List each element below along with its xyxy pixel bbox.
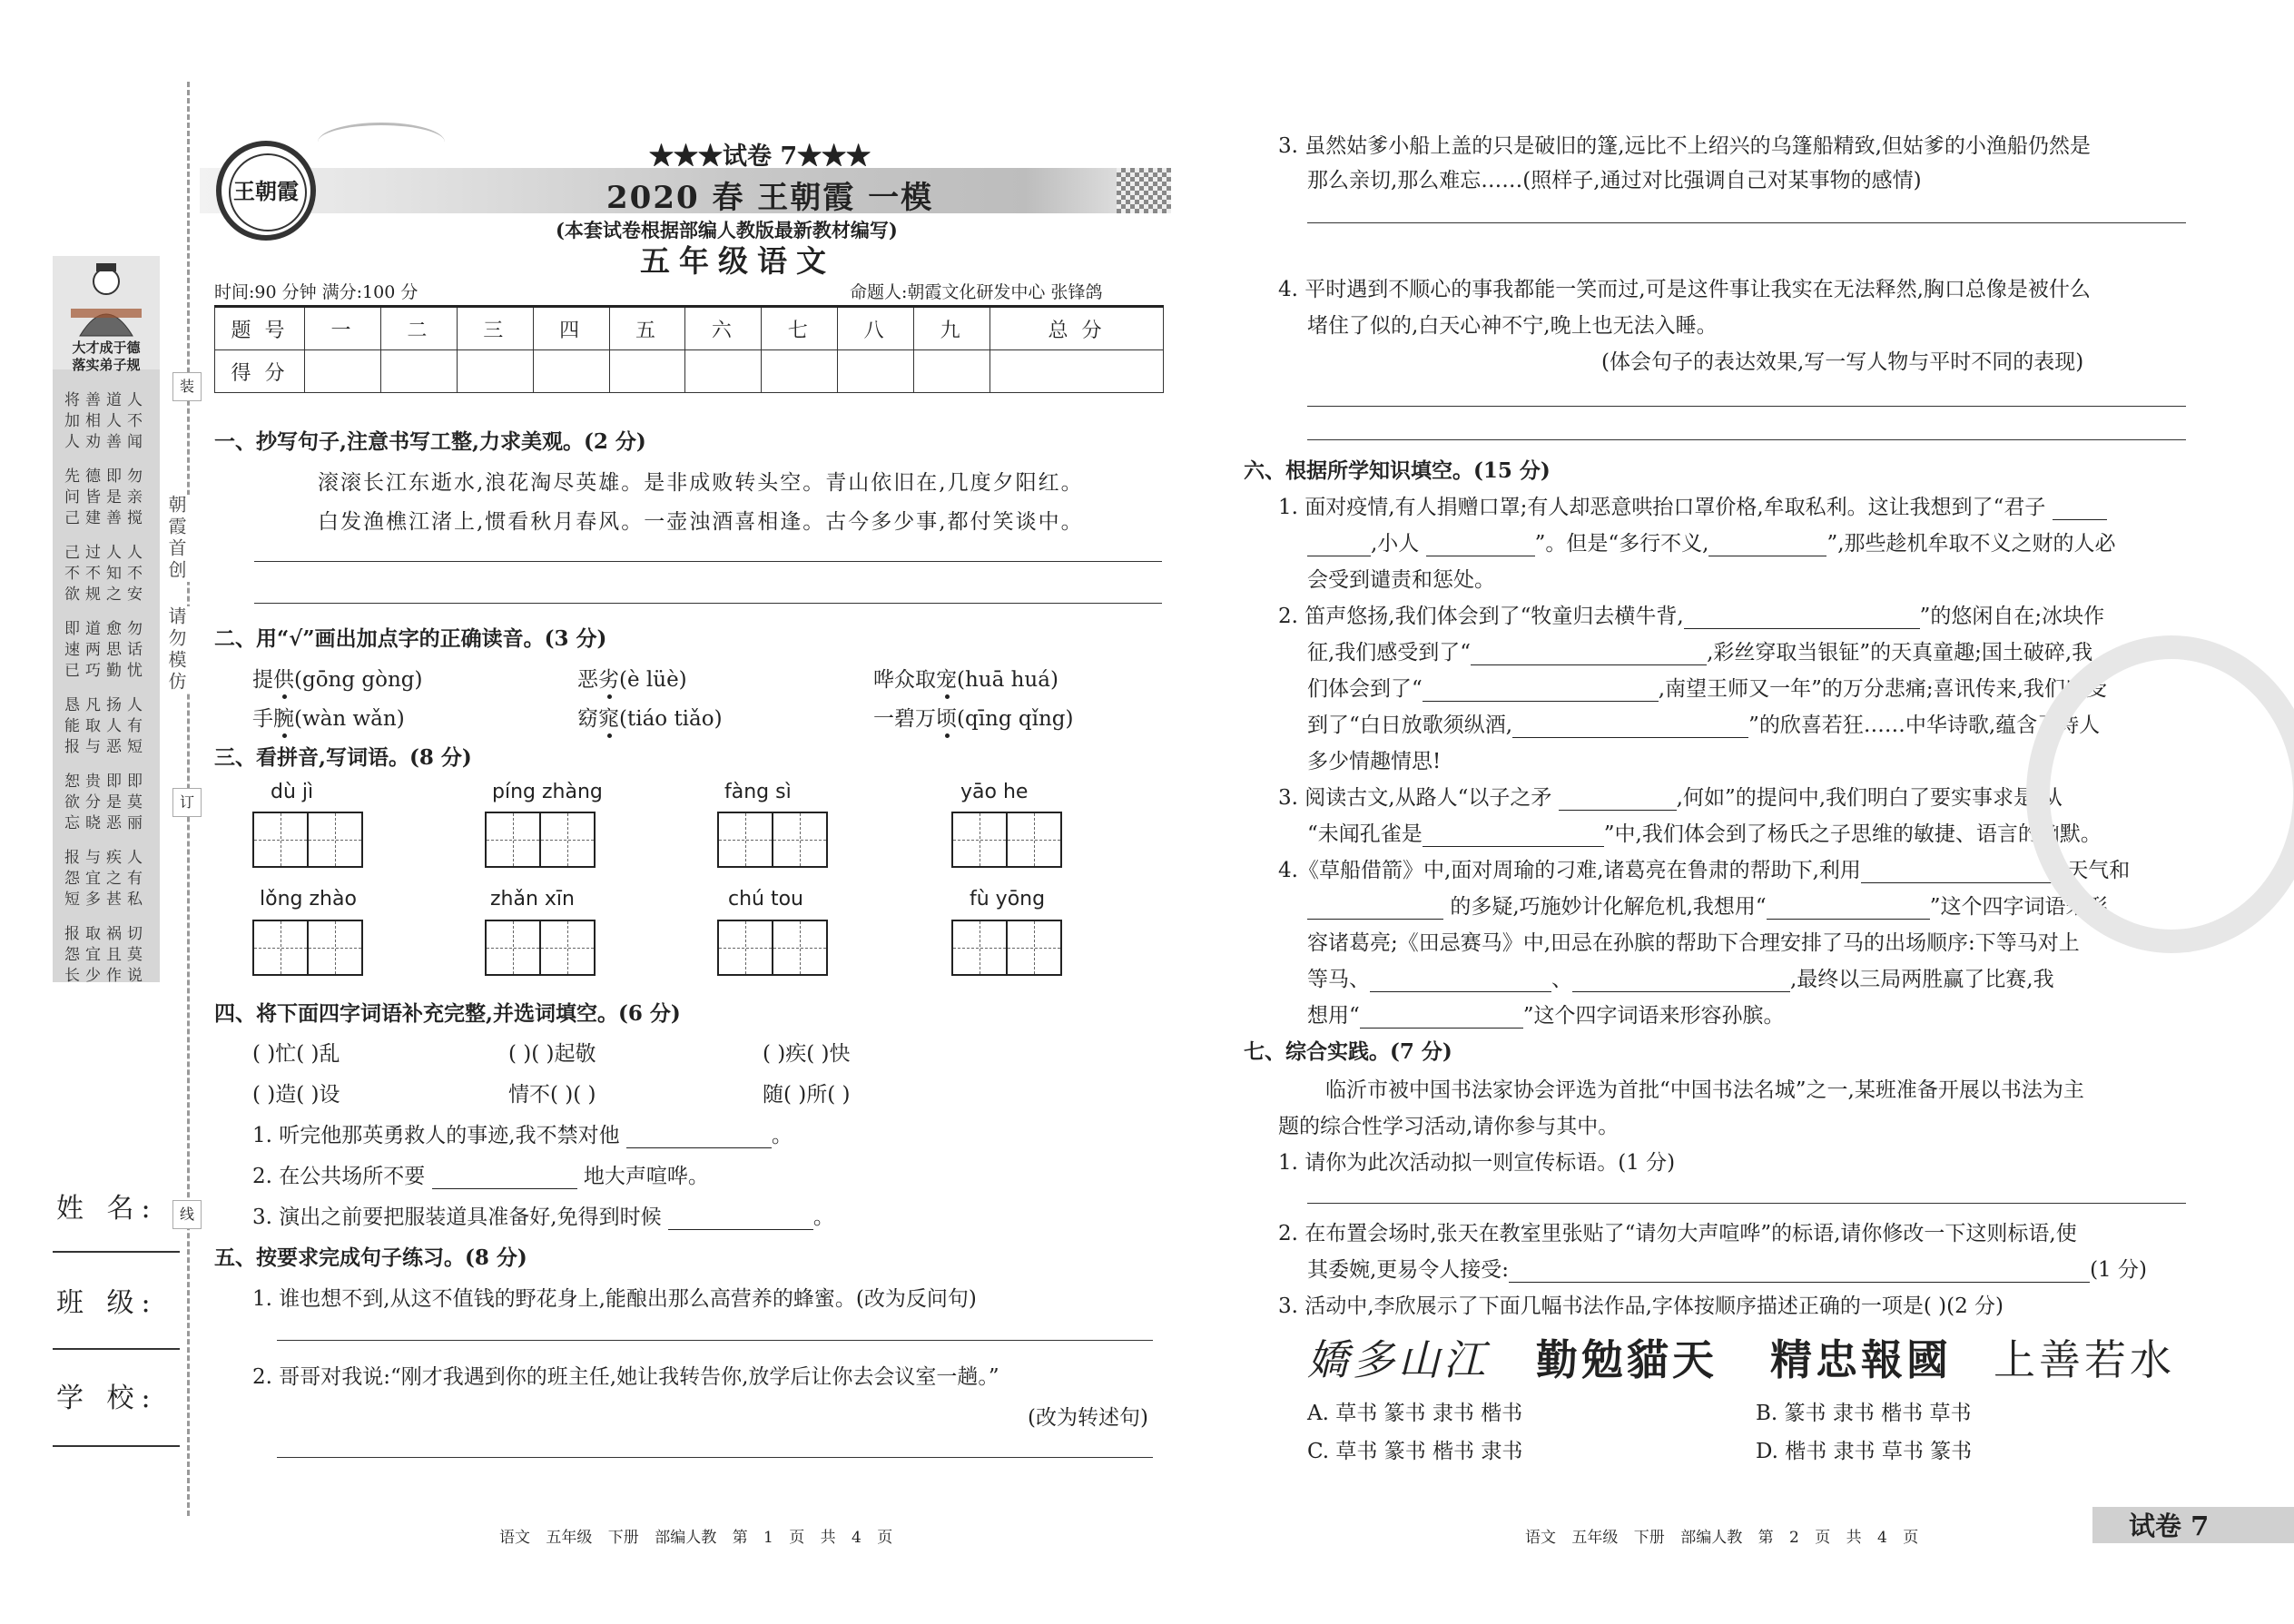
answer-blank[interactable]: [1423, 681, 1659, 702]
rewrite-question-4: 4. 平时遇到不顺心的事我都能一笑而过,可是这件事让我实在无法释然,胸口总像是被什么: [1278, 278, 2091, 301]
answer-blank[interactable]: [626, 1127, 772, 1148]
score-input[interactable]: [762, 350, 838, 393]
answer-blank[interactable]: [432, 1168, 577, 1189]
fill-question: ,小人 ”。但是“多行不义, ”,那些趁机牟取不义之财的人必: [1307, 527, 2116, 556]
reading-item[interactable]: 哗众取宠(huā huá): [873, 668, 1058, 692]
calligraphy-clerical: 精忠報國: [1770, 1337, 1952, 1383]
fill-question: 到了“白日放歌须纵酒, ”的欣喜若狂……中华诗歌,蕴含了诗人: [1307, 714, 2101, 737]
answer-line[interactable]: [1307, 222, 2186, 223]
calligraphy-cursive: 嬌多山江: [1307, 1335, 1489, 1384]
answer-blank[interactable]: [1307, 899, 1443, 920]
reading-item[interactable]: 窈窕(tiáo tiǎo): [577, 707, 723, 731]
fill-question: 3. 演出之前要把服装道具准备好,免得到时候 。: [252, 1206, 834, 1229]
answer-blank[interactable]: [1559, 790, 1677, 811]
section-4-title: 四、将下面四字词语补充完整,并选词填空。(6 分): [214, 1001, 681, 1026]
answer-blank[interactable]: [1572, 971, 1790, 992]
choice-option-d[interactable]: D. 楷书 隶书 草书 篆书: [1756, 1440, 1973, 1463]
exam-subtitle: (本套试卷根据部编人教版最新教材编写): [556, 219, 898, 241]
score-cell: 一: [305, 307, 381, 350]
maxim: 报取祸切 怨宜且莫 长少作说: [64, 925, 148, 985]
rewrite-note: (改为转述句): [1028, 1406, 1148, 1430]
header-ribbon: [318, 123, 445, 162]
score-cell: 八: [838, 307, 914, 350]
fill-question: 的多疑,巧施妙计化解危机,我想用“ ”这个四字词语来形: [1307, 890, 2107, 920]
pinyin-label: fù yōng: [970, 888, 1046, 910]
section-3-title: 三、看拼音,写词语。(8 分): [214, 745, 472, 770]
practice-question-2-cont: 其委婉,更易令人接受: (1 分): [1307, 1258, 2147, 1282]
idiom-blank[interactable]: ( )忙( )乱: [252, 1042, 340, 1066]
maxims-list: [53, 390, 160, 1000]
maxim: 报与疾人 怨宜之有 短多甚私: [64, 849, 148, 909]
fill-question: 征,我们感受到了“ ,彩丝穿取当银钲”的天真童趣;国土破碎,我: [1307, 641, 2093, 664]
practice-intro-cont: 题的综合性学习活动,请你参与其中。: [1278, 1115, 1620, 1138]
score-input[interactable]: [838, 350, 914, 393]
answer-blank[interactable]: [1307, 536, 1371, 556]
exam-badge-label: 试卷 7: [2129, 1511, 2210, 1541]
maxim: 恳凡扬人 能取人有 报与恶短: [64, 696, 148, 756]
maxim: 先德即勿 问皆是亲 己建善搅: [64, 468, 148, 527]
idiom-blank[interactable]: ( )造( )设: [252, 1083, 340, 1107]
pinyin-label: yāo he: [960, 781, 1029, 803]
fill-question: 想用“ ”这个四字词语来形容孙膑。: [1307, 1004, 1785, 1028]
pinyin-label: lǒng zhào: [260, 888, 357, 910]
score-input[interactable]: [609, 350, 685, 393]
score-header-row: [215, 307, 1164, 350]
score-cell: 四: [533, 307, 609, 350]
rewrite-question-3-cont: 那么亲切,那么难忘……(照样子,通过对比强调自己对某事物的感情): [1307, 169, 1922, 192]
pinyin-label: zhǎn xīn: [490, 888, 575, 910]
answer-blank[interactable]: [2053, 499, 2107, 520]
reading-item[interactable]: 一碧万顷(qīng qǐng): [873, 707, 1074, 731]
rewrite-question-1: 1. 谁也想不到,从这不值钱的野花身上,能酿出那么高营养的蜂蜜。(改为反问句): [252, 1287, 977, 1311]
idiom-blank[interactable]: ( )( )起敬: [508, 1042, 596, 1066]
char-grid[interactable]: [485, 920, 594, 976]
section-5-title: 五、按要求完成句子练习。(8 分): [214, 1245, 527, 1270]
name-field[interactable]: [53, 1251, 180, 1253]
reading-item[interactable]: 提供(gōng gòng): [252, 668, 423, 692]
school-field[interactable]: [53, 1445, 180, 1447]
practice-question-2: 2. 在布置会场时,张天在教室里张贴了“请勿大声喧哗”的标语,请你修改一下这则标语,使: [1278, 1222, 2077, 1245]
score-cell: 二: [380, 307, 457, 350]
answer-blank[interactable]: [1861, 862, 2061, 883]
cut-mark-xian: 线: [172, 1200, 202, 1229]
cut-mark-zhuang: 装: [172, 372, 202, 401]
char-grid[interactable]: [951, 812, 1060, 868]
maxim: 即道愈勿 速两思话 已巧勤忧: [64, 620, 148, 680]
section-6-title: 六、根据所学知识填空。(15 分): [1244, 458, 1551, 483]
answer-line[interactable]: [277, 1340, 1153, 1341]
exam-grade: 五年级语文: [640, 243, 835, 279]
idiom-blank[interactable]: ( )疾( )快: [763, 1042, 851, 1066]
char-grid[interactable]: [951, 920, 1060, 976]
fill-question: 2. 笛声悠扬,我们体会到了“牧童归去横牛背, ”的悠闲自在;冰块作: [1278, 605, 2105, 628]
exam-title: 2020 春 王朝霞 一模: [606, 180, 934, 216]
score-table: [214, 305, 1164, 393]
class-label: 班 级:: [56, 1287, 158, 1319]
reading-item[interactable]: 恶劣(è lüè): [577, 668, 687, 692]
score-input[interactable]: [457, 350, 533, 393]
copy-answer-line-1[interactable]: [254, 561, 1162, 562]
practice-intro: 临沂市被中国书法家协会评选为首批“中国书法名城”之一,某班准备开展以书法为主: [1325, 1078, 2084, 1102]
score-input[interactable]: [685, 350, 762, 393]
answer-blank[interactable]: [1426, 536, 1535, 556]
answer-line[interactable]: [1307, 406, 2186, 407]
choice-option-b[interactable]: B. 篆书 隶书 楷书 草书: [1756, 1402, 1972, 1425]
fill-question: “未闻孔雀是 ”中,我们体会到了杨氏之子思维的敏捷、语言的幽默。: [1307, 822, 2102, 846]
rewrite-question-4-cont: 堵住了似的,白天心神不宁,晚上也无法入睡。: [1307, 314, 1718, 338]
idiom-blank[interactable]: 随( )所( ): [763, 1083, 851, 1107]
scholar-figure-icon: [53, 256, 160, 340]
practice-question-1: 1. 请你为此次活动拟一则宣传标语。(1 分): [1278, 1151, 1676, 1175]
footer-page-2: 语文 五年级 下册 部编人教 第 2 页 共 4 页: [1525, 1529, 1919, 1547]
footer-page-1: 语文 五年级 下册 部编人教 第 1 页 共 4 页: [499, 1529, 893, 1547]
score-input[interactable]: [914, 350, 990, 393]
fill-question-cont: 容诸葛亮;《田忌赛马》中,田忌在孙膑的帮助下合理安排了马的出场顺序:下等马对上: [1307, 931, 2080, 955]
answer-blank[interactable]: [668, 1209, 813, 1230]
cut-mark-ding: 订: [172, 788, 202, 817]
maxim: 己过人人 不不知不 欲规之安: [64, 544, 148, 604]
answer-blank[interactable]: [1767, 899, 1930, 920]
score-cell: 七: [762, 307, 838, 350]
score-cell: 六: [685, 307, 762, 350]
side-text-original: 朝霞首创: [163, 495, 190, 582]
section-1-title: 一、抄写句子,注意书写工整,力求美观。(2 分): [214, 429, 646, 454]
choice-option-c[interactable]: C. 草书 篆书 楷书 隶书: [1307, 1440, 1523, 1463]
maxim: 将善道人 加相人不 人劝善闻: [64, 391, 148, 451]
score-input[interactable]: [380, 350, 457, 393]
char-grid[interactable]: [252, 920, 361, 976]
score-input[interactable]: [305, 350, 381, 393]
practice-question-3: 3. 活动中,李欣展示了下面几幅书法作品,字体按顺序描述正确的一项是( )(2 分): [1278, 1294, 2004, 1318]
section-2-title: 二、用“√”画出加点字的正确读音。(3 分): [214, 626, 607, 651]
fill-question: 1. 听完他那英勇救人的事迹,我不禁对他 。: [252, 1124, 793, 1147]
answer-line[interactable]: [1307, 439, 2186, 440]
pinyin-label: píng zhàng: [492, 781, 603, 803]
fill-question: 等马、 、 ,最终以三局两胜赢了比赛,我: [1307, 968, 2054, 991]
score-cell: 五: [609, 307, 685, 350]
score-cell: 总 分: [990, 307, 1164, 350]
copy-answer-line-2[interactable]: [254, 603, 1162, 604]
pinyin-label: chú tou: [728, 888, 804, 910]
score-input[interactable]: [533, 350, 609, 393]
copy-line-1: 滚滚长江东逝水,浪花淘尽英雄。是非成败转头空。青山依旧在,几度夕阳红。: [318, 471, 1084, 495]
calligraphy-seal: 勤勉貓天: [1536, 1335, 1718, 1384]
class-field[interactable]: [53, 1348, 180, 1350]
rewrite-question-3: 3. 虽然姑爹小船上盖的只是破旧的篷,远比不上绍兴的乌篷船精致,但姑爹的小渔船仍然是: [1278, 134, 2091, 158]
exam-time: 时间:90 分钟 满分:100 分: [214, 282, 418, 302]
fill-question: 们体会到了“ ,南望王师又一年”的万分悲痛;喜讯传来,我们感受: [1307, 677, 2107, 701]
pinyin-label: dù jì: [271, 781, 314, 803]
score-value-row: [215, 350, 1164, 393]
fill-question: 4.《草船借箭》中,面对周瑜的刁难,诸葛亮在鲁肃的帮助下,利用 天气和: [1278, 859, 2131, 882]
answer-blank[interactable]: [1360, 1008, 1523, 1029]
answer-blank[interactable]: [1708, 536, 1826, 556]
name-label: 姓 名:: [56, 1193, 158, 1225]
fill-question: 1. 面对疫情,有人捐赠口罩;有人却恶意哄抬口罩价格,牟取私利。这让我想到了“君子: [1278, 490, 2107, 520]
panel-title: 大才成于德 落实弟子规: [72, 340, 141, 373]
answer-blank[interactable]: [1509, 1262, 2090, 1283]
answer-blank[interactable]: [1512, 717, 1748, 738]
fill-question: 3. 阅读古文,从路人“以子之矛 ,何如”的提问中,我们明白了要实事求是;从: [1278, 786, 2063, 810]
reading-item[interactable]: 手腕(wàn wǎn): [252, 707, 405, 731]
score-input[interactable]: [990, 350, 1164, 393]
copy-line-2: 白发渔樵江渚上,惯看秋月春风。一壶浊酒喜相逢。古今多少事,都付笑谈中。: [318, 510, 1084, 534]
rewrite-question-2: 2. 哥哥对我说:“刚才我遇到你的班主任,她让我转告你,放学后让你去会议室一趟。”: [252, 1365, 999, 1389]
answer-blank[interactable]: [1684, 608, 1920, 629]
side-text-no-copy: 请勿模仿: [163, 606, 190, 694]
score-cell: 得 分: [215, 350, 305, 393]
rewrite-note: (体会句子的表达效果,写一写人物与平时不同的表现): [1601, 350, 2084, 374]
section-7-title: 七、综合实践。(7 分): [1244, 1039, 1452, 1064]
char-grid[interactable]: [717, 920, 826, 976]
answer-blank[interactable]: [1370, 971, 1551, 992]
answer-blank[interactable]: [1423, 826, 1604, 847]
exam-author: 命题人:朝霞文化研发中心 张锋鸽: [850, 282, 1103, 302]
pinyin-label: fàng sì: [724, 781, 792, 803]
score-cell: 题 号: [215, 307, 305, 350]
school-label: 学 校:: [56, 1383, 158, 1414]
idiom-blank[interactable]: 情不( )( ): [508, 1083, 596, 1107]
maxims-panel: [53, 256, 160, 985]
score-cell: 九: [914, 307, 990, 350]
slogan-answer-line[interactable]: [1307, 1203, 2186, 1204]
fill-question-cont: 多少情趣情思!: [1307, 750, 1442, 773]
brand-logo: 王朝霞: [216, 141, 316, 241]
maxim: 恕贵即即 欲分是莫 忘晓恶丽: [64, 773, 148, 832]
answer-line[interactable]: [277, 1457, 1153, 1458]
fill-question-cont: 会受到谴责和惩处。: [1307, 568, 1495, 592]
char-grid[interactable]: [252, 812, 361, 868]
calligraphy-regular: 上善若水: [1994, 1335, 2175, 1384]
score-cell: 三: [457, 307, 533, 350]
exam-number: ★★★试卷 7★★★: [649, 143, 871, 171]
choice-option-a[interactable]: A. 草书 篆书 隶书 楷书: [1307, 1402, 1523, 1425]
fill-question: 2. 在公共场所不要 地大声喧哗。: [252, 1165, 709, 1188]
char-grid[interactable]: [485, 812, 594, 868]
answer-blank[interactable]: [1471, 645, 1707, 665]
char-grid[interactable]: [717, 812, 826, 868]
